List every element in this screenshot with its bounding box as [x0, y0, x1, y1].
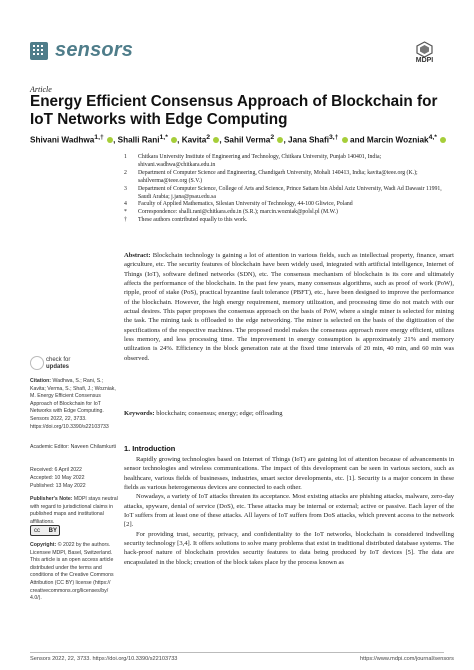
citation-block	[30, 378, 118, 431]
copyright-block	[30, 542, 118, 603]
copyright-text: © 2022 by the authors. Licensee MDPI, Basel, Switzerland. This article is an open access article distributed under the terms and conditions of the Creative Commons Attribution (CC BY) license (https:// creativecommons.org/licenses/by/ 4.0/).	[30, 542, 114, 602]
check-updates-line2: updates	[46, 363, 70, 370]
citation-text: Wadhwa, S.; Rani, S.; Kavita; Verma, S.; Shafi, J.; Wozniak, M. Energy Efficient Consensus Approach of Blockchain for IoT Networks with Edge Computing. Sensors 2022, 22, 3733. https://doi.org/10.3390/s22103733	[30, 378, 116, 430]
affiliation-mark: 3	[124, 185, 127, 192]
copyright-label: Copyright:	[30, 542, 57, 548]
introduction-body	[124, 455, 454, 567]
academic-editor: Academic Editor: Naveen Chilamkurti	[30, 444, 116, 450]
intro-paragraph-3: For providing trust, security, privacy, and confidentiality to the IoT networks, blockchain is considered indwelling security technology [3,4]. It offers solutions to solve many problems that exist in traditional distributed database systems. The hack-proof nature of blockchain provides security features to data being produced by IoT devices [5]. The data are encapsulated in the block; creation of the block takes place by the process known as	[124, 530, 454, 566]
affiliation-item	[124, 209, 454, 217]
author-name[interactable]: Jana Shafi	[288, 135, 329, 145]
section-heading: 1. Introduction	[124, 444, 176, 453]
orcid-icon[interactable]	[213, 137, 219, 143]
author-name[interactable]: Kavita	[181, 135, 207, 145]
footer-divider	[30, 652, 444, 653]
article-type: Article	[30, 85, 52, 94]
affiliation-item	[124, 170, 454, 186]
footer-journal-link[interactable]: https://www.mdpi.com/journal/sensors	[360, 656, 454, 662]
author-sup: 2	[270, 134, 275, 141]
publisher-note-label: Publisher's Note:	[30, 496, 73, 502]
accepted-date: Accepted: 10 May 2022	[30, 475, 85, 481]
mdpi-emblem-icon	[408, 41, 441, 57]
keywords-text: blockchain; consensus; energy; edge; offloading	[156, 410, 283, 417]
orcid-icon[interactable]	[342, 137, 348, 143]
author-sup: 1,†	[94, 134, 104, 141]
affiliation-mark: †	[124, 217, 127, 224]
intro-paragraph-1: Rapidly growing technologies based on Internet of Things (IoT) are gaining lot of attention because of advancements in sensor technologies and wireless communications. The impact of this development can be seen in various sectors, such as healthcare, various fields of businesses, industries, smart sector developments, etc. [1]. Security is a major concern in these fields as various heterogeneous devices are connected to each other.	[124, 456, 454, 492]
author-sup: 2	[206, 134, 211, 141]
abstract-label: Abstract:	[124, 252, 151, 259]
paper-title: Energy Efficient Consensus Approach of Blockchain for IoT Networks with Edge Computing	[30, 93, 438, 128]
publisher-note-text: MDPI stays neutral with regard to jurisdictional claims in published maps and institutional affiliations.	[30, 496, 118, 525]
affiliation-text: Department of Computer Science, College of Arts and Science, Prince Sattam bin Abdul Aziz University, Wadi Ad Dawasir 11991, Saudi Arabia; j.jana@psau.edu.sa	[138, 185, 442, 200]
author-name[interactable]: Marcin Wozniak	[366, 135, 429, 145]
author-list: Shivani Wadhwa$^{1,\dagger}$ , Shalli Rani$^{1,*}$ , Kavita$^2$ , Sahil Verma$^2$ , Jana Shafi$^{3,\dagger}$ and Marcin Wozniak$^{4,*}$	[30, 134, 460, 145]
check-updates-icon[interactable]	[30, 356, 44, 370]
affiliation-text: Correspondence: shalli.rani@chitkara.edu.in (S.R.); marcin.wozniak@polsl.pl (M.W.)	[138, 209, 338, 216]
author-sup: 1,*	[159, 134, 168, 141]
affiliation-text: Faculty of Applied Mathematics, Silesian University of Technology, 44-100 Gliwice, Poland	[138, 201, 353, 208]
cc-license-badge[interactable]	[30, 525, 60, 536]
abstract	[124, 251, 454, 363]
affiliation-text: Chitkara University Institute of Engineering and Technology, Chitkara University, Punjab 140401, India; shivani.wadhwa@chitkara.edu.in	[138, 154, 382, 168]
orcid-icon[interactable]	[171, 137, 177, 143]
cc-by-text: BY	[48, 528, 57, 534]
affiliation-mark: 4	[124, 201, 127, 208]
affiliation-item	[124, 217, 454, 225]
author-name[interactable]: Shalli Rani	[117, 135, 160, 145]
publisher-name: MDPI	[415, 57, 434, 64]
orcid-icon[interactable]	[277, 137, 283, 143]
orcid-icon[interactable]	[107, 137, 113, 143]
keywords-label: Keywords:	[124, 410, 155, 417]
cc-text: cc	[34, 528, 40, 534]
journal-name: sensors	[55, 39, 134, 61]
keywords	[124, 409, 454, 418]
affiliation-mark: 2	[124, 169, 127, 176]
orcid-icon[interactable]	[440, 137, 446, 143]
affiliations	[124, 154, 454, 225]
affiliation-text: Department of Computer Science and Engineering, Chandigarh University, Mohali 140413, India; kavita@ieee.org (K.); sahilverma@ieee.org (S.V.)	[138, 169, 418, 184]
received-date: Received: 6 April 2022	[30, 467, 82, 473]
check-updates-button[interactable]	[46, 357, 70, 370]
footer-citation[interactable]: Sensors 2022, 22, 3733. https://doi.org/10.3390/s22103733	[30, 656, 178, 662]
affiliation-mark: 1	[124, 154, 127, 160]
affiliation-item	[124, 154, 454, 170]
author-sup: 3,†	[328, 134, 339, 141]
check-updates-line1: check for	[46, 357, 71, 363]
published-date: Published: 13 May 2022	[30, 483, 86, 489]
publisher-note	[30, 496, 118, 526]
affiliation-mark: *	[124, 209, 127, 216]
abstract-text: Blockchain technology is gaining a lot of attention in various fields, such as intellectual property, finance, smart agriculture, etc. The security features of blockchain have been widely used, integrated with artificial intelligence, Internet of Things (IoT), software defined networks (SDN), etc. The consensus mechanism of blockchain is its core and ultimately affects the performance of the blockchain. In the past few years, many consensus algorithms, such as proof of work (PoW), ripple, proof of stake (PoS), practical byzantine fault tolerance (PBFT), etc., have been designed to improve the performance of the blockchain. However, the high energy requirement, memory utilization, and processing time do not match with our actual desires. This paper proposes the consensus approach on the basis of PoW, where a single miner is selected for mining the task. The mining task is offloaded to the edge networking. The miner is selected on the basis of the digitization of the specifications of the respective machines. The proposed model makes the consensus approach more energy efficient, utilizes less memory, and less processing time. The improvement in energy consumption is approximately 21% and memory utilization is 24%. Efficiency in the block generation rate at the fixed time intervals of 20 min, 40 min, and 60 min was observed.	[124, 252, 455, 362]
citation-label: Citation:	[30, 378, 52, 384]
journal-logo-icon	[30, 42, 48, 60]
author-name[interactable]: Sahil Verma	[223, 135, 271, 145]
affiliation-item	[124, 186, 454, 202]
affiliation-text: These authors contributed equally to this work.	[138, 217, 248, 224]
author-name[interactable]: Shivani Wadhwa	[30, 135, 95, 145]
mdpi-logo	[408, 41, 441, 63]
author-sup: 4,*	[428, 134, 437, 141]
intro-paragraph-2: Nowadays, a variety of IoT attacks threaten its acceptance. Most existing attacks are phishing attacks, malware, zero-day attacks, spyware, denial of service (DoS), etc. These attacks may be internal or external; active or passive. Each layer of the IoT suffers from at least one of these attacks. All layers of IoT suffers from DoS attacks, which prevent access to the network [2].	[124, 493, 454, 529]
